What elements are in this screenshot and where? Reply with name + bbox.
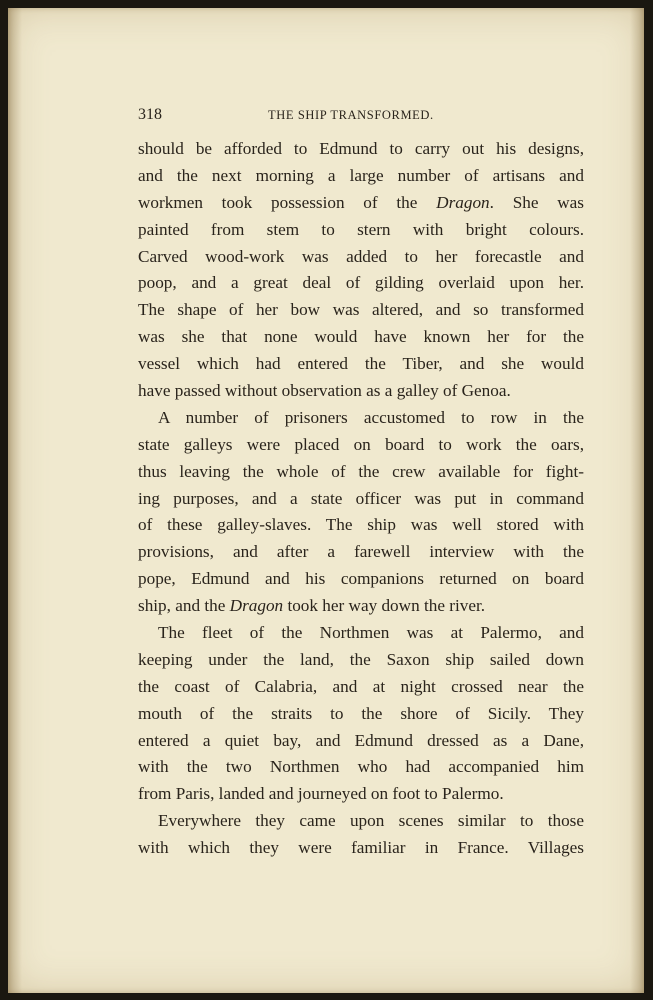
text-line: poop, and a great deal of gilding overlaid upon her. — [138, 273, 584, 293]
text-line: with the two Northmen who had accompanied him — [138, 757, 584, 777]
text-line: with which they were familiar in France. Villages — [138, 838, 584, 858]
text-line: The fleet of the Northmen was at Palermo, and — [158, 623, 584, 643]
running-head — [138, 106, 584, 130]
text-line: thus leaving the whole of the crew available for fight- — [138, 461, 584, 481]
text-line: workmen took possession of the Dragon. She was — [138, 192, 584, 212]
book-page — [8, 8, 644, 993]
text-line: ship, and the Dragon took her way down the river. — [138, 596, 486, 616]
text-line: state galleys were placed on board to work the oars, — [138, 434, 584, 454]
text-line: ing purposes, and a state officer was put in command — [138, 488, 584, 508]
running-title: THE SHIP TRANSFORMED. — [268, 108, 434, 122]
text-line: provisions, and after a farewell interview with the — [138, 542, 584, 562]
text-line: of these galley-slaves. The ship was well stored with — [138, 515, 584, 535]
text-line: the coast of Calabria, and at night crossed near the — [138, 676, 584, 696]
text-line: pope, Edmund and his companions returned on board — [138, 569, 584, 589]
text-line: keeping under the land, the Saxon ship sailed down — [138, 649, 584, 669]
ship-name: Dragon — [229, 596, 284, 616]
text-line: vessel which had entered the Tiber, and she would — [138, 354, 584, 374]
body-text — [138, 136, 584, 862]
text-line: and the next morning a large number of artisans and — [138, 165, 584, 185]
text-line: should be afforded to Edmund to carry out his designs, — [138, 139, 584, 158]
text-line: Everywhere they came upon scenes similar to those — [158, 811, 584, 831]
text-line: entered a quiet bay, and Edmund dressed as a Dane, — [138, 730, 584, 750]
ship-name: Dragon — [436, 192, 490, 212]
text-line: Carved wood-work was added to her forecastle and — [138, 246, 584, 266]
left-edge-shadow — [8, 8, 22, 993]
text-line: from Paris, landed and journeyed on foot to Palermo. — [138, 784, 504, 804]
text-line: have passed without observation as a galley of Genoa. — [138, 381, 511, 401]
text-line: The shape of her bow was altered, and so transformed — [138, 300, 584, 320]
text-line: mouth of the straits to the shore of Sicily. They — [138, 703, 584, 723]
text-line: A number of prisoners accustomed to row in the — [158, 407, 584, 427]
text-line: was she that none would have known her for the — [138, 327, 584, 347]
page-number: 318 — [138, 106, 162, 123]
right-edge-shadow — [630, 8, 644, 993]
text-line: painted from stem to stern with bright colours. — [138, 219, 584, 239]
